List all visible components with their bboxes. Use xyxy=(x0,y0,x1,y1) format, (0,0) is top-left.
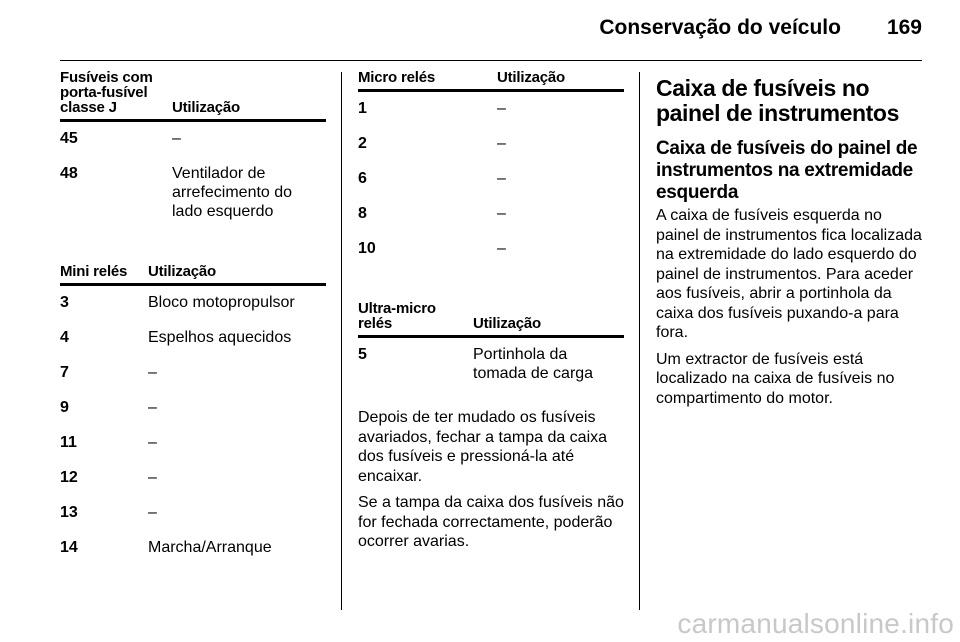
table-row xyxy=(358,162,624,197)
paragraph: Se a tampa da caixa dos fusíveis não for fechada correctamente, poderão ocorrer avarias. xyxy=(358,494,624,550)
relay-usage: Portinhola da tomada de carga xyxy=(473,346,594,382)
section-heading: Caixa de fusíveis no painel de instrumentos xyxy=(656,75,899,126)
relay-number: 10 xyxy=(358,240,376,257)
subsection-heading: Caixa de fusíveis do painel de instrumentos na extremidade esquerda xyxy=(656,138,918,203)
relay-number: 13 xyxy=(60,504,78,521)
table-row xyxy=(358,127,624,162)
table-row xyxy=(60,121,326,158)
page-header xyxy=(599,16,922,40)
table-row xyxy=(60,531,326,566)
table-header-usage: Utilização xyxy=(148,264,326,285)
instructions-text xyxy=(358,408,624,552)
relay-usage: – xyxy=(497,135,506,152)
relay-usage: – xyxy=(497,240,506,257)
table-row xyxy=(358,91,624,128)
table-row xyxy=(358,232,624,267)
relay-number: 4 xyxy=(60,329,69,346)
table-header-usage: Utilização xyxy=(473,301,624,337)
relay-number: 12 xyxy=(60,469,78,486)
relay-number: 45 xyxy=(60,130,78,147)
column-left xyxy=(60,70,326,600)
relay-number: 6 xyxy=(358,170,367,187)
relay-usage: – xyxy=(497,100,506,117)
table-row xyxy=(60,426,326,461)
relay-usage: – xyxy=(148,399,157,416)
table-row xyxy=(358,197,624,232)
table-row xyxy=(60,391,326,426)
page-title: Conservação do veículo xyxy=(599,16,841,39)
relay-number: 7 xyxy=(60,364,69,381)
relay-usage: Marcha/Arranque xyxy=(148,539,272,556)
relay-number: 9 xyxy=(60,399,69,416)
relay-usage: – xyxy=(148,364,157,381)
relay-usage: – xyxy=(148,504,157,521)
relay-number: 1 xyxy=(358,100,367,117)
table-header-ultra-micro-relays: Ultra-micro relés xyxy=(358,301,473,337)
relay-number: 5 xyxy=(358,346,367,363)
table-row xyxy=(358,337,624,393)
relay-usage: – xyxy=(497,170,506,187)
relay-number: 3 xyxy=(60,294,69,311)
table-row xyxy=(60,461,326,496)
fuse-table-class-j xyxy=(60,70,326,230)
paragraph: Um extractor de fusíveis está localizado na caixa de fusíveis no compartimento do motor. xyxy=(656,350,895,407)
paragraph: A caixa de fusíveis esquerda no painel de instrumentos fica localizada na extremidade do lado esquerdo do painel de instrumentos. Para aceder aos fusíveis, abrir a portinhola da caixa dos fusíveis puxando-a para fora. xyxy=(656,207,922,341)
paragraph: Depois de ter mudado os fusíveis avariados, fechar a tampa da caixa dos fusíveis e pressioná-la até encaixar. xyxy=(358,409,608,485)
ultra-micro-relays-table xyxy=(358,301,624,392)
table-row xyxy=(60,356,326,391)
relay-number: 11 xyxy=(60,434,77,451)
table-header-mini-relays: Mini relés xyxy=(60,264,148,285)
table-row xyxy=(60,157,326,230)
relay-number: 8 xyxy=(358,205,367,222)
relay-usage: – xyxy=(148,469,157,486)
table-header-usage: Utilização xyxy=(172,70,326,121)
relay-usage: Espelhos aquecidos xyxy=(148,329,292,346)
column-right xyxy=(656,70,922,415)
relay-usage: – xyxy=(172,130,181,147)
relay-usage: Ventilador de arrefecimento do lado esquerdo xyxy=(172,165,293,220)
relay-number: 2 xyxy=(358,135,367,152)
column-divider-left xyxy=(341,72,342,610)
table-header-fuses: Fusíveis com porta-fusível classe J xyxy=(60,70,172,121)
relay-number: 14 xyxy=(60,539,78,556)
column-middle xyxy=(358,70,624,559)
relay-usage: Bloco motopropulsor xyxy=(148,294,295,311)
relay-usage: – xyxy=(497,205,506,222)
table-header-micro-relays: Micro relés xyxy=(358,70,497,91)
table-row xyxy=(60,321,326,356)
column-divider-right xyxy=(639,72,640,610)
watermark-text: carmanualsonline.info xyxy=(677,608,954,639)
page-number: 169 xyxy=(886,16,922,39)
relay-number: 48 xyxy=(60,165,78,182)
table-row xyxy=(60,496,326,531)
table-header-usage: Utilização xyxy=(497,70,624,91)
mini-relays-table xyxy=(60,264,326,566)
relay-usage: – xyxy=(148,434,157,451)
header-rule xyxy=(60,60,922,61)
micro-relays-table xyxy=(358,70,624,267)
table-row xyxy=(60,285,326,322)
